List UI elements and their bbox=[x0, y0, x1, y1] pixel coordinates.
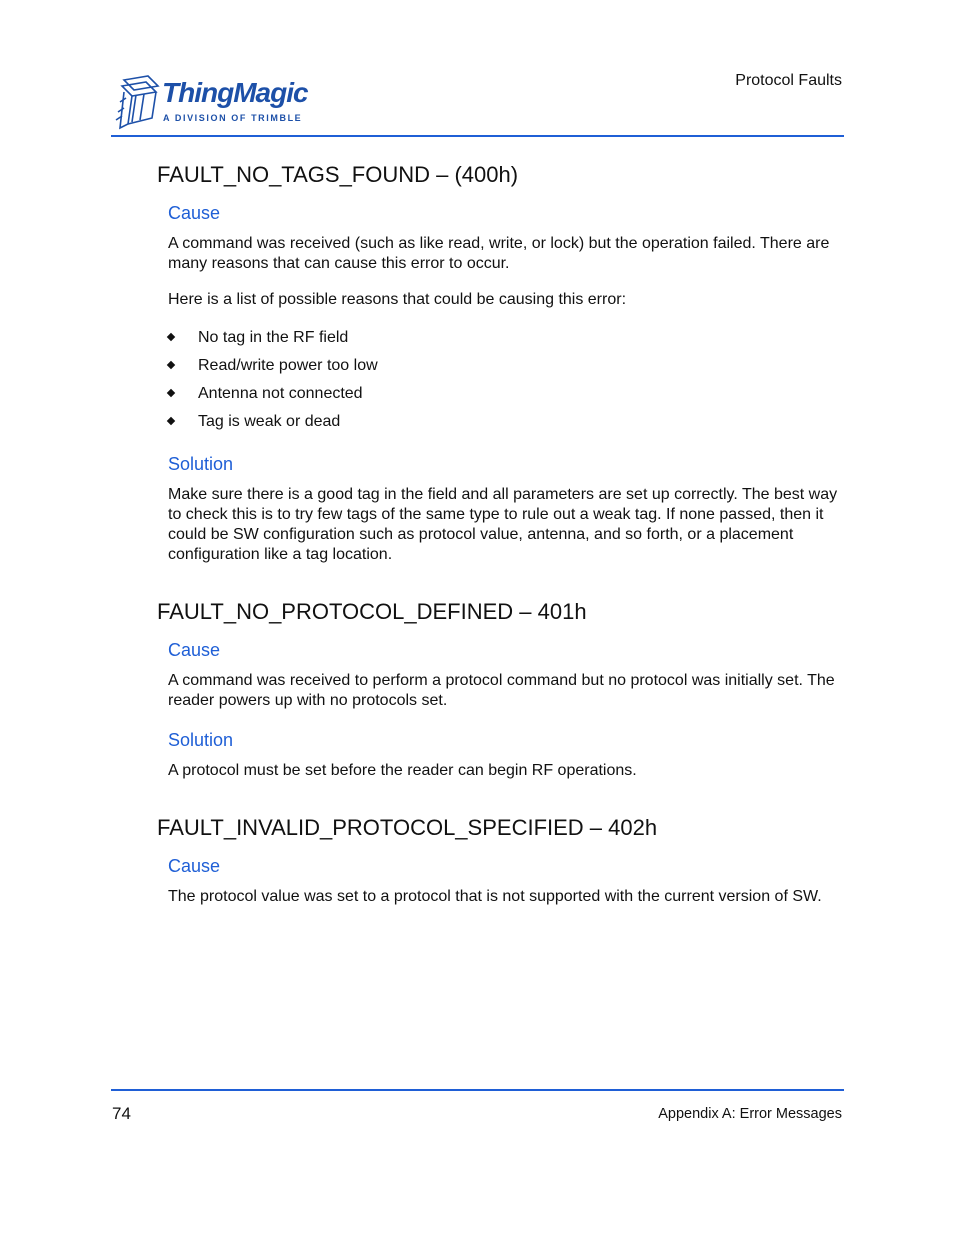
solution-heading: Solution bbox=[168, 454, 234, 474]
solution-heading: Solution bbox=[168, 730, 234, 750]
solution-text: A protocol must be set before the reader can begin RF operations. bbox=[168, 762, 637, 779]
section-title: FAULT_NO_TAGS_FOUND – (400h) bbox=[157, 162, 519, 187]
list-item-text: Antenna not connected bbox=[198, 385, 363, 402]
cause-heading: Cause bbox=[168, 640, 221, 660]
list-item bbox=[168, 380, 847, 408]
logo-tagline: A DIVISION OF TRIMBLE bbox=[163, 113, 303, 123]
reason-list bbox=[168, 324, 847, 436]
list-item bbox=[168, 324, 847, 352]
header-rule bbox=[111, 135, 844, 137]
diamond-bullet-icon bbox=[167, 389, 175, 397]
cause-heading: Cause bbox=[168, 203, 221, 223]
header-section-title: Protocol Faults bbox=[735, 72, 842, 89]
fault-section-401h bbox=[157, 595, 847, 781]
cause-text: The protocol value was set to a protocol that is not supported with the current version of SW. bbox=[168, 888, 822, 905]
solution-text: Make sure there is a good tag in the field and all parameters are set up correctly. The best way to check this is to try few tags of the same type to rule out a weak tag. If none passed, then it could be SW configuration such as protocol value, antenna, and so forth, or a placement configuration like a tag location. bbox=[168, 486, 838, 563]
page-content bbox=[157, 158, 847, 923]
fault-section-402h bbox=[157, 811, 847, 907]
diamond-bullet-icon bbox=[167, 361, 175, 369]
cause-text: A command was received to perform a protocol command but no protocol was initially set. The reader powers up with no protocols set. bbox=[168, 672, 835, 709]
list-intro: Here is a list of possible reasons that could be causing this error: bbox=[168, 291, 627, 308]
cause-heading: Cause bbox=[168, 856, 221, 876]
diamond-bullet-icon bbox=[167, 333, 175, 341]
section-title: FAULT_INVALID_PROTOCOL_SPECIFIED – 402h bbox=[157, 815, 658, 840]
footer-rule bbox=[111, 1089, 844, 1091]
footer-chapter-title: Appendix A: Error Messages bbox=[658, 1106, 842, 1122]
list-item-text: Read/write power too low bbox=[198, 357, 378, 374]
list-item-text: Tag is weak or dead bbox=[198, 413, 341, 430]
diamond-bullet-icon bbox=[167, 417, 175, 425]
list-item bbox=[168, 408, 847, 436]
section-title: FAULT_NO_PROTOCOL_DEFINED – 401h bbox=[157, 599, 587, 624]
list-item bbox=[168, 352, 847, 380]
cause-text: A command was received (such as like read, write, or lock) but the operation failed. There are many reasons that can cause this error to occur. bbox=[168, 235, 830, 272]
page-number: 74 bbox=[112, 1104, 131, 1123]
logo-name: ThingMagic bbox=[162, 77, 308, 108]
fault-section-400h bbox=[157, 158, 847, 565]
list-item-text: No tag in the RF field bbox=[198, 329, 349, 346]
